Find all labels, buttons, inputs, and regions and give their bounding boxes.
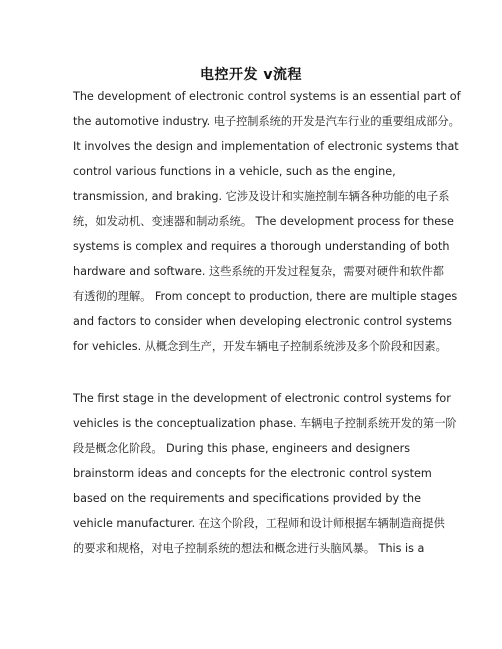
text-line: vehicles is the conceptualization phase. 车辆电子控制系统开发的第一阶 — [73, 417, 457, 430]
text-line: and factors to consider when developing electronic control systems — [73, 315, 453, 328]
text-line: 的要求和规格，对电子控制系统的想法和概念进行头脑风暴。 This is a — [73, 542, 425, 555]
text-line: The development of electronic control systems is an essential part of — [73, 90, 461, 103]
text-line: The first stage in the development of electronic control systems for — [73, 392, 451, 405]
text-line: brainstorm ideas and concepts for the electronic control system — [73, 467, 432, 480]
text-line: the automotive industry. 电子控制系统的开发是汽车行业的重要组成部分。 — [73, 115, 460, 128]
text-line: vehicle manufacturer. 在这个阶段，工程师和设计师根据车辆制造商提供 — [73, 517, 445, 530]
text-line: based on the requirements and specifications provided by the — [73, 492, 422, 505]
text-line: 段是概念化阶段。 During this phase, engineers and designers — [73, 442, 411, 455]
document-title: 电控开发 v流程 — [200, 67, 302, 83]
text-line: 统，如发动机、变速器和制动系统。 The development process for these — [73, 215, 454, 228]
text-line: for vehicles. 从概念到生产，开发车辆电子控制系统涉及多个阶段和因素。 — [73, 340, 447, 353]
text-line: control various functions in a vehicle, such as the engine, — [73, 165, 396, 178]
text-line: transmission, and braking. 它涉及设计和实施控制车辆各种功能的电子系 — [73, 190, 450, 203]
text-line: systems is complex and requires a thorough understanding of both — [73, 240, 450, 253]
text-line: 有透彻的理解。 From concept to production, there are multiple stages — [73, 290, 458, 303]
text-line: hardware and software. 这些系统的开发过程复杂，需要对硬件和软件都 — [73, 265, 444, 278]
text-line: It involves the design and implementation of electronic systems that — [73, 140, 459, 153]
